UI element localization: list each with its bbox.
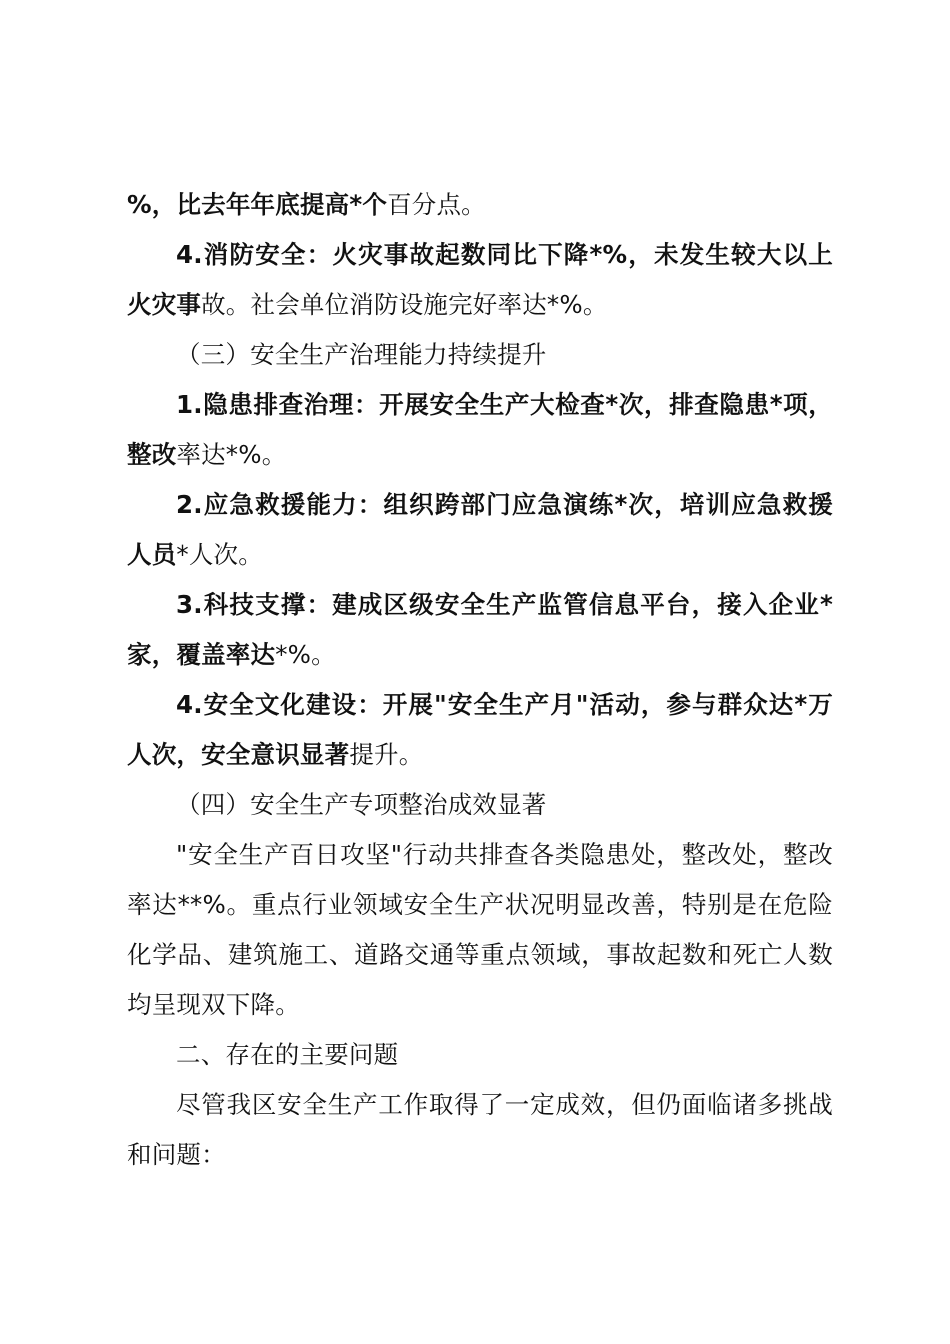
chapter-heading-2 (127, 1030, 833, 1080)
paragraph-tech-support (127, 580, 833, 680)
paragraph-hazard-inspection (127, 380, 833, 480)
section-heading-3 (127, 330, 833, 380)
paragraph-hundred-days (127, 830, 833, 1030)
bold-text: 1.隐患排查治理：开展安全生产大检查*次，排查隐患*项，整改 (127, 390, 833, 469)
paragraph-safety-culture (127, 680, 833, 780)
normal-text: 二、存在的主要问题 (176, 1040, 399, 1069)
normal-text: 提升。 (349, 740, 424, 769)
document-page (127, 180, 833, 1180)
paragraph-problems-intro (127, 1080, 833, 1180)
paragraph-continuation (127, 180, 833, 230)
paragraph-emergency-rescue (127, 480, 833, 580)
normal-text: 率达*%。 (176, 440, 287, 469)
section-heading-4 (127, 780, 833, 830)
normal-text: 尽管我区安全生产工作取得了一定成效，但仍面临诸多挑战和问题： (127, 1090, 833, 1169)
bold-text: %，比去年年底提高*个 (127, 190, 388, 219)
paragraph-fire-safety (127, 230, 833, 330)
bold-text: 4.安全文化建设：开展"安全生产月"活动，参与群众达*万人次，安全意识显著 (127, 690, 833, 769)
bold-text: 3.科技支撑：建成区级安全生产监管信息平台，接入企业*家，覆盖率达 (127, 590, 833, 669)
normal-text: *人次。 (176, 540, 263, 569)
normal-text: 故。社会单位消防设施完好率达*%。 (201, 290, 608, 319)
normal-text: （四）安全生产专项整治成效显著 (176, 790, 547, 819)
bold-text: 4.消防安全：火灾事故起数同比下降*%，未发生较大以上火灾事 (127, 240, 833, 319)
normal-text: 百分点。 (387, 190, 486, 219)
bold-text: 2.应急救援能力：组织跨部门应急演练*次，培训应急救援人员 (127, 490, 833, 569)
normal-text: *%。 (275, 640, 336, 669)
normal-text: （三）安全生产治理能力持续提升 (176, 340, 547, 369)
normal-text: "安全生产百日攻坚"行动共排查各类隐患处，整改处，整改率达**%。重点行业领域安全生产状况明显改善，特别是在危险化学品、建筑施工、道路交通等重点领域，事故起数和死亡人数均呈现双下降。 (127, 840, 833, 1019)
